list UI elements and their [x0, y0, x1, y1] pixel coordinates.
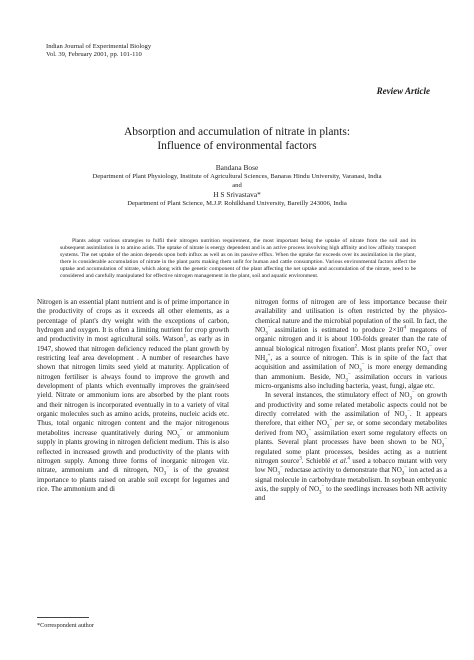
body-column-right — [255, 298, 447, 504]
author-2: H S Srivastava* — [213, 190, 261, 199]
journal-name: Indian Journal of Experimental Biology — [46, 43, 152, 50]
authors-and: and — [232, 182, 242, 189]
paragraph: Nitrogen is an essential plant nutrient and is of prime importance in the productivity of crops as it exceeds all other elements, as a percentage of plant's dry weight with the exceptions of carbon, hydrogen and oxygen. It is often a limiting nutrient for crop growth and productivity in most agricultural soils. Watson$^1$, as early as in 1947, showed that nitrogen deficiency reduced the plant growth by restricting leaf area development . A number of researches have shown that nitrogen limits seed yield at maturity. Application of nitrogen fertiliser is always found to improve the growth and development of plants which eventually improves the grain/seed yield. Nitrate or ammonium ions are absorbed by the plant roots and their nitrogen is incorporated eventually in to a variety of vital organic molecules such as amino acids, proteins, nucleic acids etc. Thus, total organic nitrogen content and the major nitrogenous metabolites increase quantitatively during $NO_3^-$ or ammonium supply in plants growing in nitrogen deficient medium. This is also reflected in increased growth and productivity of the plants with nitrogen supply. Among three forms of inorganic nitrogen viz. nitrate, ammonium and di nitrogen, $NO_3^-$ is of the greatest importance to plants raised on arable soil except for legumes and rice. The ammonium and di — [37, 298, 230, 493]
article-type: Review Article — [376, 86, 430, 96]
article-title — [0, 125, 474, 153]
body-column-left — [37, 298, 229, 494]
authors-block — [30, 163, 444, 208]
affiliation-1: Department of Plant Physiology, Institute of Agricultural Sciences, Banaras Hindu University, Varanasi, India — [92, 173, 382, 180]
abstract: Plants adopt various strategies to fulfil their nitrogen nutrition requirement, the most important being the uptake of nitrate from the soil and its subsequent assimilation in to amino acids. The uptake of nitrate is energy dependent and is an active process involving high affinity and low affinity transport systems. The net uptake of the anion depends upon both influx as well as on its passive efflux. When the uptake far exceeds over its assimilation in the plant, there is considerable accumulation of nitrate in the plant parts making them unfit for human and cattle consumption. Various environmental factors affect the uptake and accumulation of nitrate, which along with the genetic component of the plant affecting the net uptake and accumulation of the nitrate, need to be considered and carefully manipulated for effective nitrogen management in the plant, soil and aquatic environment. — [60, 238, 416, 280]
paragraph: nitrogen forms of nitrogen are of less importance because their availability and utilisation is often restricted by the physico-chemical nature and the microbial population of the soil. In fact, the $NO_3^-$ assimilation is estimated to produce $2\times 10^4$ megatons of organic nitrogen and it is about 100-folds greater than the rate of annual biological nitrogen fixation$^2$. Most plants prefer $NO_3^-$ over $NH_4^+$, as a source of nitrogen. This is in spite of the fact that acquisition and assimilation of $NO_3^-$ is more energy demanding than ammonium. Beside, $NO_3^-$ assimilation occurs in various micro-organisms also including bacteria, yeast, fungi, algae etc. — [255, 298, 447, 391]
footnote: *Correspondent author — [37, 622, 94, 629]
affiliation-2: Department of Plant Science, M.J.P. Rohilkhand University, Bareilly 243006, India — [127, 200, 347, 207]
journal-volume: Vol. 39, February 2001, pp. 101-110 — [46, 51, 142, 58]
footnote-rule — [37, 617, 89, 618]
paragraph: In several instances, the stimulatory effect of $NO_3^-$ on growth and productivity and some related metabolic aspects could not be directly correlated with the assimilation of $NO_3^-$. It appears therefore, that either $NO_3^-$ per se, or some secondary metabolites derived from $NO_3^-$ assimilation exert some regulatory effects on plants. Several plant processes have been shown to be $NO_3^-$ regulated some plant processes, besides acting as a nutrient nitrogen source$^3$. Schieblé et al.$^4$ used a tobacco mutant with very low $NO_3^-$ reductase activity to demonstrate that $NO_3^-$ ion acted as a signal molecule in carbohydrate metabolism. In soybean embryonic axis, the supply of $NO_3^-$ to the seedlings increases both NR activity and — [255, 391, 448, 503]
title-line-2: Influence of environmental factors — [157, 140, 317, 152]
title-line-1: Absorption and accumulation of nitrate in plants: — [123, 126, 351, 138]
author-1: Bandana Bose — [215, 163, 259, 172]
journal-header — [46, 43, 151, 59]
